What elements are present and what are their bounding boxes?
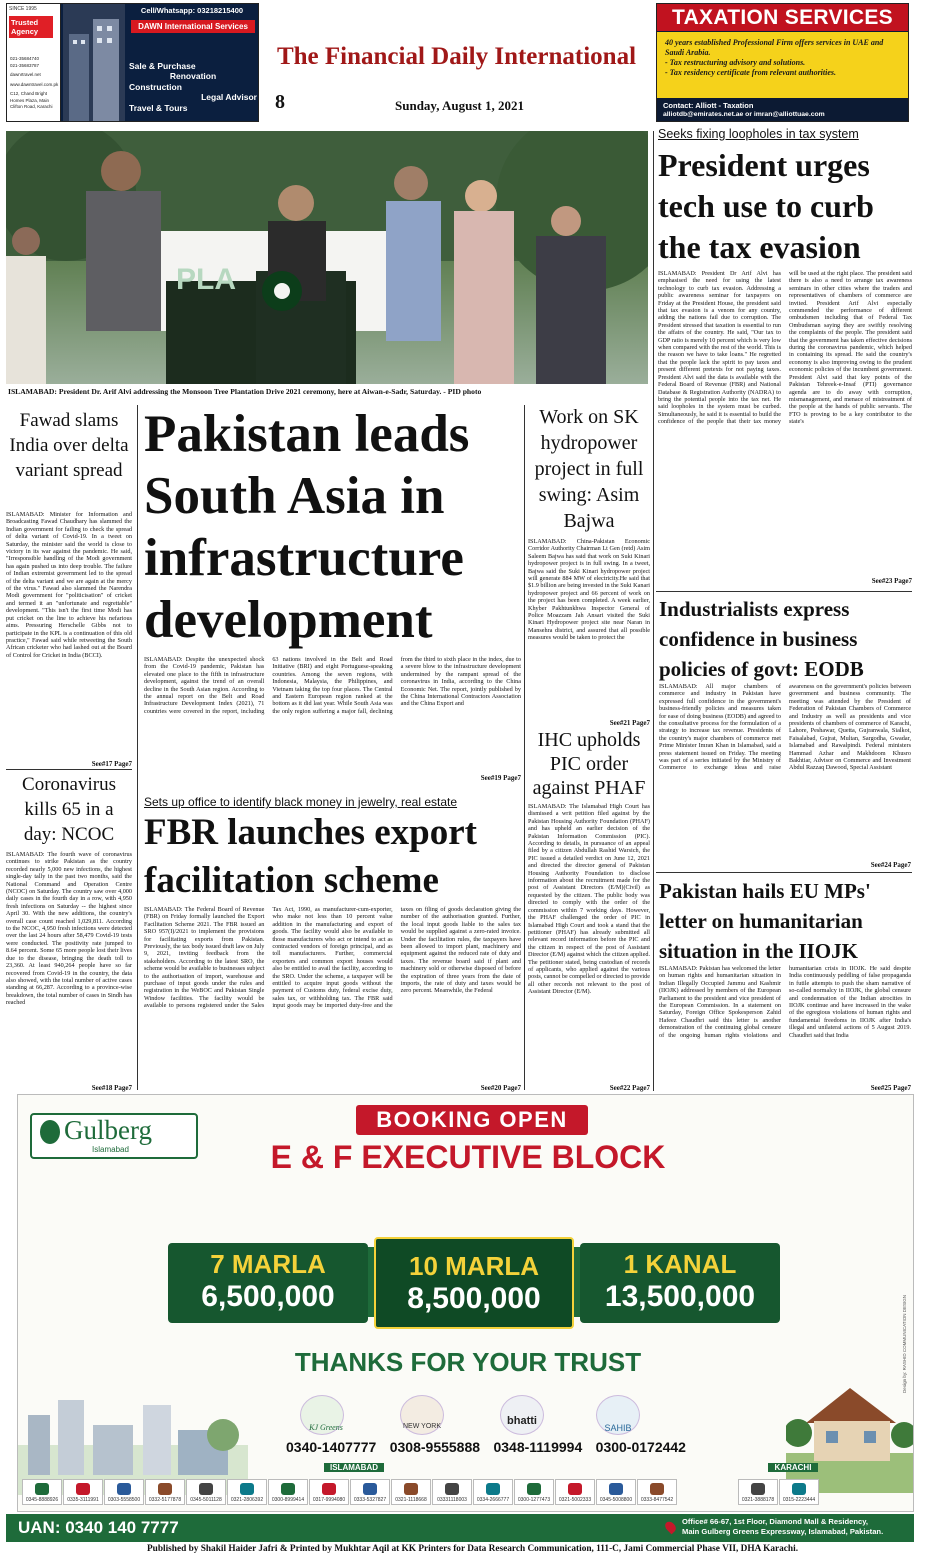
agency-logo-bhatti: bhatti: [507, 1415, 537, 1427]
lead-body: ISLAMABAD: Despite the unexpected shock from the Covid-19 pandemic, Pakistan has elevated one place to the fifth in infrastructure development, against the trend of an overall decline in the South Asian region. According to the annual report on the Belt and Road Infrastructure Development Index (2021), 71 countries were covered in the report, including 63 nations involved in the Belt and Road Initiative (BRI) and eight Portuguese-speaking countries. Among the seven regions, with Indonesia, Malaysia, the Philippines, and Vietnam taking the top four places. The Central and Eastern European region ranked at the bottom as it did last year. While South Asia was the only region suffering a major fall, declining from the third to sixth place in the index, due to a severe blow to the infrastructure development undermined by the rampant spread of the coronavirus in India, according to the China Economic Net. The report, jointly published by the China International Contractors Association and the China Export and: [144, 656, 521, 715]
agency-logo-newyork: NEW YORK: [403, 1423, 441, 1430]
agency-chip-phone: 0335-3111991: [67, 1497, 99, 1503]
fbr-continued[interactable]: See#20 Page7: [480, 1084, 521, 1092]
plot-price: 6,500,000: [201, 1280, 335, 1313]
since-label: SINCE 1995: [9, 6, 37, 12]
agency-chip-logo: [322, 1483, 336, 1495]
plot-7-marla: [168, 1243, 368, 1323]
gulberg-ad: [17, 1094, 914, 1512]
agency-chip-phone: 0333-8477542: [640, 1497, 674, 1503]
plot-1-kanal: [580, 1243, 780, 1323]
corona-body: ISLAMABAD: The fourth wave of coronavirus continues to strike Pakistan as the country recorded nearly 5,000 new infections, the highest single-day tally in the past two months, said the National Command and Operation Centre (NCOC) on Saturday. The country saw over 4,000 daily cases in the fourth day in a row, with 4,950 fresh infections on Saturday -- the highest since April 30. With the new additions, the country's overall case count reached 1,029,811. According to the NCOC, 4,950 fresh infections were detected over the last 24 hours after 58,479 Covid-19 tests were conducted. The positivity rate jumped to 8.64 percent. Some 65 more people lost their lives due to the disease, bringing the death toll to 23,360. At least 940,264 people have so far recovered from Covid-19 in the country, the data also showed, with the total number of active cases standing at 66,287. According to a province-wise breakdown, the total number of cases in Sindh has reached: [6, 851, 132, 1007]
building-image: [63, 4, 125, 122]
eodb-continued[interactable]: See#24 Page7: [870, 861, 911, 869]
issue-date: Sunday, August 1, 2021: [395, 98, 524, 113]
address-line: C12, Chand Bright Homes Plaza, Main Clifton Road, Karachi: [10, 91, 53, 109]
lead-continued[interactable]: See#19 Page7: [480, 774, 521, 782]
agency-chip[interactable]: [514, 1479, 554, 1505]
newspaper-title: The Financial Daily International: [276, 43, 637, 70]
plot-size: 1 KANAL: [623, 1249, 737, 1279]
agency-phone[interactable]: 0340-1407777: [286, 1439, 377, 1455]
agency-chip-logo: [363, 1483, 377, 1495]
agency-chip-phone: 0345-8888926: [25, 1497, 59, 1503]
main-photo: [6, 131, 648, 384]
agency-chip[interactable]: [738, 1479, 778, 1505]
tax-contact: Contact: Alliott - Taxation: [663, 101, 754, 110]
agency-chip[interactable]: [145, 1479, 185, 1505]
fawad-headline: Fawad slams India over delta variant spread: [9, 410, 129, 481]
phone-line: 021-35683787: [10, 62, 40, 68]
agency-chip-phone: 0332-5177878: [148, 1497, 182, 1503]
tax-email: alliotdb@emirates.net.ae or imran@alliottuae.com: [663, 111, 825, 118]
trusted-agency-badge: Trusted Agency: [9, 16, 53, 38]
agency-chip-phone: 03331118003: [437, 1497, 467, 1503]
page-number: 8: [275, 91, 285, 113]
agency-phone[interactable]: 0300-0172442: [595, 1439, 686, 1455]
plot-size: 7 MARLA: [210, 1249, 326, 1279]
agency-chip-logo: [486, 1483, 500, 1495]
fawad-body: ISLAMABAD: Minister for Information and Broadcasting Fawad Chaudhary has slammed the Indian government for failing to check the spread of delta variant of Covid-19. In a tweet on Saturday, the minister said the world is close to victory in its war against the pandemic. He said, "Irresponsible handling of the Modi government has again pushed us into deep trouble. The failure of Indian extremist government led to the spread of the delta variant and we are again at the mercy of the virus." Fawad also slammed the Narendra Modi government for "politicisation" of cricket and termed it an "unfortunate and regrettable" development. "This isn't the first time Modi has put cricket on the line to achieve his nefarious aims. Pressuring Herschelle Gibbs not to participate in the KPL is a continuation of this old practice," Fawad said while retweeting the South African cricketer who had lashed out at the Board of Control for Cricket in India (BCCI).: [6, 511, 132, 659]
agency-chip[interactable]: [22, 1479, 62, 1505]
agency-chip-phone: 0321-1118668: [395, 1497, 427, 1503]
service-item: Sale & Purchase: [129, 61, 196, 71]
agency-chip-logo: [404, 1483, 418, 1495]
agency-chip[interactable]: [637, 1479, 677, 1505]
agency-chip[interactable]: [555, 1479, 595, 1505]
taxation-ad: [656, 3, 909, 122]
eu-continued[interactable]: See#25 Page7: [870, 1084, 911, 1092]
agency-chip-phone: 0333-5327827: [353, 1497, 387, 1503]
fbr-body: ISLAMABAD: The Federal Board of Revenue (FBR) on Friday formally launched the Export Facilitation Scheme 2021. The FBR issued an SRO 957(I)/2021 to implement the provisions for facilitating exports from Pakistan. Previously, the tax body issued draft law on July 9, 2021, inviting feedback from the stakeholders. According to the latest SRO, the scheme would be available to businesses subject to the authorisation of import, warehouse and purchase of input goods under the rules and registration in the WeBOC and Pakistan Single Window facilities. The facility would be available to persons registered under the Sales Tax Act, 1990, as manufacturer-cum-exporter, who make not less than 10 percent value addition in the manufacturing and export of goods. The facility would also be available to those manufacturers who act or intend to act as contracted vendors of foreign principal, and as toll manufacturers. Further, commercial exporters and common export houses would also be entitled to avail the facility, according to the SRO. Under the scheme, a taxpayer will be entitled to acquire input goods without the payment of Customs duty, federal excise duty, sales tax, or withholding tax. The FBR said input goods may be imported duty-free and the taxes on filing of goods declaration giving the number of the authorisation granted. Further, the local input goods liable to the sales tax would be supplied against a zero-rated invoice. Under the facilitation rules, the taxpayers have been allowed to import plant, machinery and equipment against the reduced rate of duty and taxes. The revenue board said if plant and machinery sold or otherwise disposed of before the expiration of three years from the date of imports, the rate of duty and taxes would be zero percent. Meanwhile, the Federal: [144, 906, 521, 1010]
fbr-headline: FBR launches export facilitation scheme: [144, 812, 477, 901]
agency-chip[interactable]: [186, 1479, 226, 1505]
agency-chip-logo: [650, 1483, 664, 1495]
agency-chip-phone: 0345-5008800: [599, 1497, 633, 1503]
agency-logo-kj: KJ Greens: [309, 1423, 343, 1432]
agency-chip-phone: 0303-5558500: [107, 1497, 141, 1503]
eodb-body: ISLAMABAD: All major chambers of commerce and industry in Pakistan have expressed full confidence in the government's business-friendly policies and measures taken for ease of doing business (EODB) and agreed to the consultative process for the formulation of a strategy to increase tax revenue. Presidents of the country's major chambers of commerce met Prime Minister Imran Khan in Islamabad, said a press statement issued on Friday. The meeting was part of a series initiated by the Ministry of Commerce to exchange ideas and raise awareness on the government's policies between government and business community. The meeting was attended by the President of Federation of Pakistan Chambers of Commerce and Industry as well as presidents and vice presidents of chambers of commerce of Karachi, Lahore, Peshawar, Quetta, Gujranwala, Sialkot, Faisalabad, Gujrat, Multan, Sargodha, Gwadar, Islamabad and Rawalpindi. Federal ministers Hammad Azhar and Makhdoom Khusro Bakhtiar, Advisor on Commerce and Investment Abdul Razzaq Dawood, Special Assistant: [659, 683, 911, 772]
agency-chip-logo: [527, 1483, 541, 1495]
eu-headline: Pakistan hails EU MPs' letter on humanitarian situation in the IIOJK: [659, 879, 871, 963]
agency-chip[interactable]: [432, 1479, 472, 1505]
sk-body: ISLAMABAD: China-Pakistan Economic Corridor Authority Chairman Lt Gen (retd) Asim Saleem Bajwa has said that work on Suki Kinari hydropower project is in full swing. In a tweet, Bajwa said the Suki Kinari hydropower project will generate 884 MW of electricity.He said that $1.9 billion are being invested in the Suki Kanari hydropower project and 66 percent of work on the project has been completed. A week earlier, Khyber Pakhtunkhwa Inspector General of Police Moazzam Jah Ansari visited the Suki Kinari Hydropower project site near Naran in Mansehra district, and assured that all possible measures would be taken to protect the: [528, 538, 650, 642]
karachi-label: KARACHI: [768, 1463, 818, 1472]
thanks-line: THANKS FOR YOUR TRUST: [294, 1347, 642, 1377]
agency-chip-row: [18, 1473, 914, 1512]
corona-headline: Coronavirus kills 65 in a day: NCOC: [22, 774, 116, 845]
ihc-body: ISLAMABAD: The Islamabad High Court has dismissed a writ petition filed against by the Pakistan Housing Authority Foundation (PHAF) and has upheld an earlier decision of the Pakistan Information Commission (PIC). According to details, in pursuance of an appeal filed by a citizen Abdullah Rashid Warsich, the PIC issued a detailed verdict on June 12, 2021 and directed the director general of Pakistan Housing Authority Foundation to disclose information about the recruitment made for the post of Assistant Directors (E/M)(Civil) as requested by the citizen. The public body was directed to comply with the order of the commission within 7 working days. However, the PHAF challenged the order of PIC in Islamabad High Court and took a stand that the petitioner (PHAF) has already submitted all relevant record information before the PIC and the citizen in respect of the post of Assistant Director (E/M) against which the citizen applied. The petitioner stated, being custodian of records of applicants, who applied against the various posts, cannot be compelled or directed to provide all other records not relevant to the post of Assistant Director (E/M).: [528, 803, 650, 996]
sk-headline: Work on SK hydropower project in full swing: Asim Bajwa: [534, 406, 644, 532]
agency-chip[interactable]: [596, 1479, 636, 1505]
agency-chip-phone: 0300-1277473: [517, 1497, 551, 1503]
agency-chip[interactable]: [391, 1479, 431, 1505]
agency-phone[interactable]: 0348-1119994: [493, 1439, 583, 1455]
agency-chip-logo: [158, 1483, 172, 1495]
agency-chip-logo: [281, 1483, 295, 1495]
agency-chip[interactable]: [350, 1479, 390, 1505]
president-body: ISLAMABAD: President Dr Arif Alvi has emphasised the need for using the latest technology to curb tax evasion. Addressing a public awareness seminar for taxpayers on Friday at the President House, the president said that tax evasion is a venom for any country, adding the nations fail due to corruption. The President stressed that taxation is essential to run the affairs of the country. He said, "Our tax to GDP ratio is merely 10 percent which is very low when compared with the rest of the world. This is the reason we have to take loans." He regretted that the people lack the spirit to pay taxes and present different pretexts for not paying taxes. President Alvi said the data is available with the Federal Board of Revenue (FBR) and National Database & Registration Authority (NADRA) to bring the potential people into the tax net. He said loopholes in the system must be curbed. Simultaneously, he said it is essential to build the confidence of the people that their tax money will be used at the right place. The president said there is also a need to arrange tax awareness seminars in other cities where the traders and representatives of chambers of commerce are invited. President Arif Alvi especially commended the performance of different ombudsmen including that of Federal Tax Ombudsman saying they are swiftly resolving the complaints of the people. The president said that the government has taken effective decisions during the coronavirus pandemic, which helped in containing its spread. He said the country's economy is also improving owing to the prudent economic policies of the incumbent government. President Alvi said that key points of the Pakistan Tehreek-e-Insaf (PTI) governance agenda are to do away with corruption, mismanagement, and menace of mistreatment of the people at the hands of public servants. The FTO is proving to be a key contributor to the state's: [658, 270, 912, 426]
agency-chip-phone: 0345-5011128: [190, 1497, 222, 1503]
service-item: Legal Advisor: [201, 92, 257, 103]
ihc-continued[interactable]: See#22 Page7: [609, 1084, 650, 1092]
eu-body: ISLAMABAD: Pakistan has welcomed the letter on human rights and humanitarian situation in Indian Illegally Occupied Jammu and Kashmir (IIOJK) addressed by members of the European Parliament to the president and vice president of the European Commission. In a statement on Saturday, Foreign Office Spokesperson Zahid Hafeez Chaudhri said this letter is another demonstration of the continuing global censure of the ongoing human rights violations and humanitarian crisis in IIOJK. He said despite India continuously peddling of false propaganda in futile attempts to push the sham narrative of so-called normalcy in IIOJK, the global censure and condemnation of the Indian atrocities in IIOJK continue and have increased in the wake of the egregious violations of human rights and fundamental freedoms in IIOJK after India's illegal and unilateral actions of 5 August 2019. Chaudhri said that India: [659, 965, 911, 1039]
phone-line: 021-35684740: [10, 56, 40, 61]
corona-continued[interactable]: See#18 Page7: [91, 1084, 132, 1092]
location-pin-icon: [663, 1520, 678, 1535]
imprint-footer: Published by Shakil Haider Jafri & Printed by Mukhtar Aqil at KK Printers for Data Research Communication, 111-C, Jami Commercial Phase VII, DHA Karachi.: [146, 1544, 799, 1554]
agency-chip-logo: [35, 1483, 49, 1495]
company-name: DAWN International Services: [131, 20, 255, 33]
agency-chip-logo: [609, 1483, 623, 1495]
sk-continued[interactable]: See#21 Page7: [609, 719, 650, 727]
agency-chip-logo: [199, 1483, 213, 1495]
agency-chip[interactable]: [309, 1479, 349, 1505]
website-line: www.dawntravel.com.pk: [10, 81, 59, 87]
service-item: Renovation: [169, 71, 217, 82]
agency-chip-logo: [792, 1483, 806, 1495]
agency-chip-logo: [445, 1483, 459, 1495]
tax-line: 40 years established Professional Firm offers services in UAE and Saudi Arabia.: [665, 38, 884, 57]
brand-name: Gulberg: [64, 1115, 152, 1145]
president-headline: President urges tech use to curb the tax evasion: [658, 147, 874, 265]
block-title: E & F EXECUTIVE BLOCK: [270, 1139, 666, 1175]
agency-chip-logo: [568, 1483, 582, 1495]
eodb-headline: Industrialists express confidence in business policies of govt: EODB: [659, 597, 864, 681]
agency-chip-phone: 0334-2666777: [476, 1497, 510, 1503]
plot-size: 10 MARLA: [408, 1251, 539, 1281]
plot-10-marla: [374, 1237, 574, 1329]
brand-subtitle: Islamabad: [92, 1145, 129, 1154]
ihc-headline: IHC upholds PIC order against PHAF: [532, 729, 646, 799]
agency-chip-phone: 0300-8999414: [271, 1497, 305, 1503]
plot-price: 13,500,000: [604, 1280, 756, 1313]
agency-chip-logo: [117, 1483, 131, 1495]
agency-chip[interactable]: [473, 1479, 513, 1505]
dawn-ad: [6, 3, 259, 122]
tax-title: TAXATION SERVICES: [657, 4, 908, 31]
president-continued[interactable]: See#23 Page7: [871, 577, 912, 585]
agency-chip[interactable]: [104, 1479, 144, 1505]
lead-headline: Pakistan leads South Asia in infrastructure development: [144, 405, 470, 649]
agency-chip-logo: [240, 1483, 254, 1495]
islamabad-label: ISLAMABAD: [324, 1463, 384, 1472]
email-line: dawnrtravel.net: [10, 72, 41, 77]
service-item: Construction: [129, 81, 182, 92]
designer-credit: Design by: RASHID COMMUNICATION DESIGN: [902, 1295, 907, 1393]
photo-banner-text: PLA: [176, 263, 236, 296]
booking-banner: BOOKING OPEN: [356, 1105, 588, 1135]
agency-chip[interactable]: [63, 1479, 103, 1505]
agency-chip[interactable]: [268, 1479, 308, 1505]
agency-chip-phone: 0317-9994080: [312, 1497, 346, 1503]
agency-chip-phone: 0321-2806392: [230, 1497, 264, 1503]
service-item: Travel & Tours: [129, 102, 188, 113]
agency-chip-logo: [751, 1483, 765, 1495]
uan-number[interactable]: UAN: 0340 140 7777: [18, 1518, 179, 1537]
fawad-continued[interactable]: See#17 Page7: [91, 760, 132, 768]
plot-price: 8,500,000: [407, 1282, 541, 1315]
uan-bar: [6, 1514, 914, 1542]
contact-label: Cell/Whatsapp: 03218215400: [140, 6, 244, 15]
president-kicker: Seeks fixing loopholes in tax system: [658, 127, 859, 141]
agency-chip-phone: 0321-5002333: [558, 1497, 592, 1503]
office-address: Office# 66-67, 1st Floor, Diamond Mall & Residency,: [682, 1517, 868, 1526]
agency-chip-phone: 0315-2223444: [782, 1497, 816, 1503]
agency-chip-logo: [76, 1483, 90, 1495]
agency-logo-sahib: SAHIB: [604, 1423, 632, 1433]
fbr-kicker: Sets up office to identify black money in jewelry, real estate: [144, 795, 458, 809]
agency-chip-phone: 0321-3888178: [741, 1497, 775, 1503]
photo-caption: ISLAMABAD: President Dr. Arif Alvi addressing the Monsoon Tree Plantation Drive 2021 ceremony, here at Aiwan-e-Sadr, Saturday. - PID photo: [8, 387, 482, 396]
tax-line: - Tax restructuring advisory and solutions.: [665, 58, 806, 67]
agency-phone[interactable]: 0308-9555888: [389, 1439, 481, 1455]
agency-chip[interactable]: [779, 1479, 819, 1505]
agency-chip[interactable]: [227, 1479, 267, 1505]
tax-line: - Tax residency certificate from relevant authorities.: [665, 68, 837, 77]
office-address: Main Gulberg Greens Expressway, Islamabad, Pakistan.: [682, 1527, 884, 1536]
